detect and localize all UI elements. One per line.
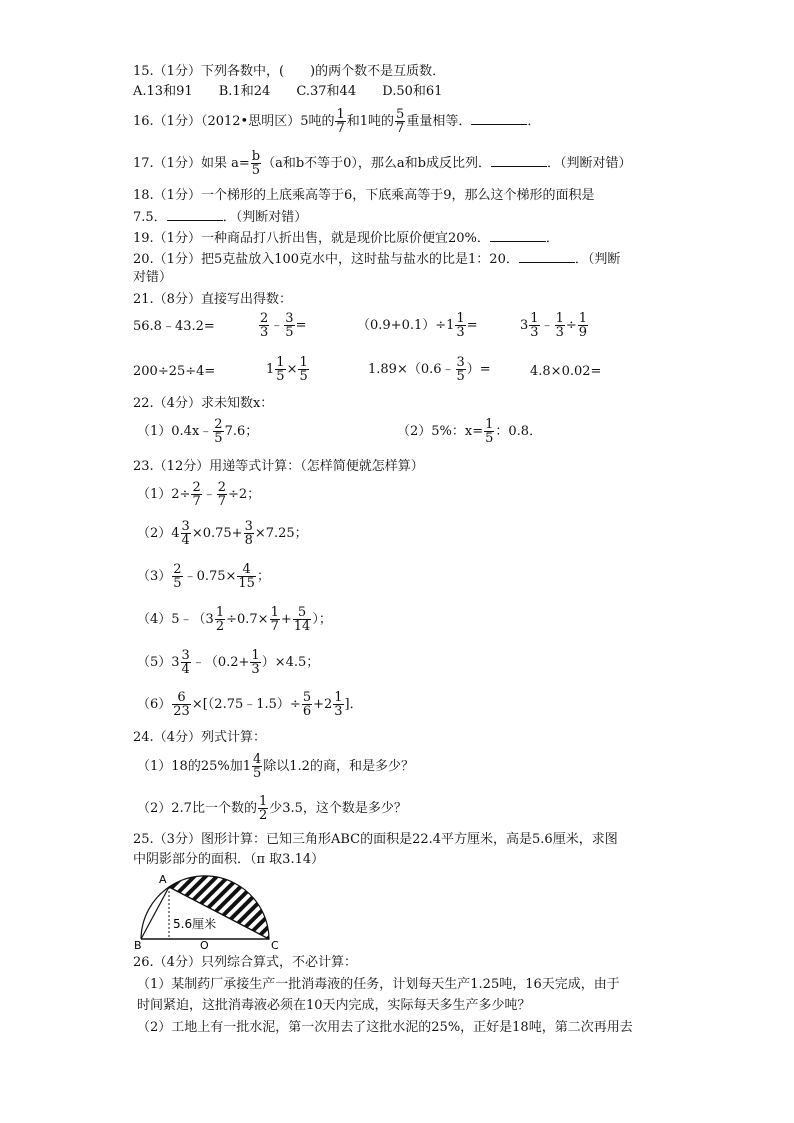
- q21-item-2: $\frac{2}{3}$ ﹣ $\frac{3}{5}$ =: [260, 311, 307, 340]
- q21-item-5: 200÷25÷4=: [133, 364, 216, 379]
- q20-end: ．（判断: [574, 252, 621, 267]
- q23-part-4: （4）5﹣（3 $\frac{1}{2}$ ÷0.7× $\frac{1}{7}$ + $\frac{5}{14}$ ）；: [137, 605, 332, 634]
- label-c: C: [271, 939, 279, 950]
- q20-line2: 对错）: [133, 270, 173, 285]
- q21-stem: 21.（8分）直接写出得数：: [133, 292, 292, 307]
- q24-part-1: （1）18的25%加1 $\frac{4}{5}$ 除以1.2的商，和是多少？: [137, 752, 414, 781]
- q25-figure: [130, 870, 290, 950]
- q19-end: ．: [545, 231, 559, 246]
- q18-line2: [133, 208, 307, 226]
- answer-blank[interactable]: [490, 229, 546, 242]
- q16-prefix: 16.（1分）（2012•思明区）5吨的: [133, 114, 335, 129]
- q18-value: 7.5．: [133, 210, 167, 225]
- answer-blank[interactable]: [167, 208, 223, 221]
- q24-part-2: （2）2.7比一个数的 $\frac{1}{2}$ 少3.5，这个数是多少？: [137, 794, 407, 823]
- q16-end: ．: [527, 114, 541, 129]
- q22-part-2: （2）5%：x= $\frac{1}{5}$ ：0.8．: [397, 417, 543, 446]
- q21-item-8: 4.8×0.02=: [530, 364, 602, 379]
- q24-stem: 24.（4分）列式计算：: [133, 730, 266, 745]
- q21-item-4: 3 $\frac{1}{3}$ ﹣ $\frac{1}{3}$ ÷ $\frac{1}{9}$: [520, 311, 588, 340]
- q20-line1: [133, 250, 620, 268]
- q16-suffix: 重量相等．: [406, 114, 472, 129]
- q21-item-1: 56.8﹣43.2=: [133, 319, 215, 334]
- q18-line1: 18.（1分）一个梯形的上底乘高等于6，下底乘高等于9，那么这个梯形的面积是: [133, 188, 595, 203]
- q22-part-1: （1）0.4x﹣ $\frac{2}{5}$ 7.6；: [137, 417, 259, 446]
- q23-part-3: （3） $\frac{2}{5}$ ﹣0.75× $\frac{4}{15}$ ；: [137, 562, 270, 591]
- q15-option-c: C.37和44: [296, 84, 357, 99]
- q20-text: 20.（1分）把5克盐放入100克水中，这时盐与盐水的比是1：20．: [133, 252, 519, 267]
- q23-part-5: （5）3 $\frac{3}{4}$ ﹣（0.2+ $\frac{1}{3}$ ）×4.5；: [137, 648, 320, 677]
- q21-item-7: 1.89×（0.6﹣ $\frac{3}{5}$ ）=: [368, 355, 491, 384]
- q17-end: ．（判断对错）: [546, 156, 632, 171]
- q26-part-1-line2: 时间紧迫，这批消毒液必须在10天内完成，实际每天多生产多少吨？: [137, 998, 531, 1013]
- q26-part-2-line1: （2）工地上有一批水泥，第一次用去了这批水泥的25%，正好是18吨，第二次再用去: [137, 1020, 633, 1035]
- q15-option-b: B.1和24: [218, 84, 271, 99]
- q21-item-6: 1 $\frac{1}{5}$ × $\frac{1}{5}$: [266, 355, 308, 384]
- q26-part-1-line1: （1）某制药厂承接生产一批消毒液的任务，计划每天生产1.25吨，16天完成，由于: [137, 977, 620, 992]
- q17-suffix: （a和b不等于0），那么a和b成反比列．: [262, 156, 491, 171]
- q16-middle: 和1吨的: [346, 114, 395, 129]
- q25-line2: 中阴影部分的面积．（π 取3.14）: [133, 852, 325, 867]
- label-b: B: [134, 939, 142, 950]
- label-a: A: [159, 873, 167, 886]
- label-o: O: [200, 939, 209, 950]
- q26-stem: 26.（4分）只列综合算式，不必计算：: [133, 955, 357, 970]
- q19-line: [133, 229, 559, 247]
- fraction: $\frac{5}{7}$: [396, 107, 405, 136]
- q23-stem: 23.（12分）用递等式计算：（怎样简便就怎样算）: [133, 459, 424, 474]
- q15-options: [133, 84, 442, 100]
- q15-option-a: A.13和91: [133, 84, 193, 99]
- q22-stem: 22.（4分）求未知数x：: [133, 396, 274, 411]
- q23-part-2: （2）4 $\frac{3}{4}$ ×0.75+ $\frac{3}{8}$ ×7.25；: [137, 519, 308, 548]
- q17-prefix: 17.（1分）如果 a=: [133, 156, 250, 171]
- q23-part-1: （1）2÷ $\frac{2}{7}$ ﹣ $\frac{2}{7}$ ÷2；: [137, 480, 261, 509]
- q15-option-d: D.50和61: [382, 84, 443, 99]
- answer-blank[interactable]: [519, 250, 575, 263]
- q17-line: [133, 150, 632, 177]
- label-height: 5.6厘米: [173, 917, 217, 931]
- q19-text: 19.（1分）一种商品打八折出售，就是现价比原价便宜20%．: [133, 231, 490, 246]
- q25-line1: 25.（3分）图形计算：已知三角形ABC的面积是22.4平方厘米，高是5.6厘米，求图: [133, 832, 618, 847]
- answer-blank[interactable]: [471, 112, 527, 125]
- q16-line: [133, 108, 540, 135]
- fraction: $\frac{1}{7}$: [336, 107, 345, 136]
- fraction: $\frac{b}{5}$: [251, 149, 261, 178]
- q15-stem: 15.（1分）下列各数中，( )的两个数不是互质数．: [133, 64, 446, 79]
- q23-part-6: （6） $\frac{6}{23}$ ×[（2.75﹣1.5）÷ $\frac{5}{6}$ +2 $\frac{1}{3}$ ]．: [137, 690, 363, 719]
- q18-end: ．（判断对错）: [222, 210, 308, 225]
- q21-item-3: （0.9+0.1）÷1 $\frac{1}{3}$ =: [357, 311, 478, 340]
- answer-blank[interactable]: [491, 154, 547, 167]
- side-ab: [141, 887, 169, 939]
